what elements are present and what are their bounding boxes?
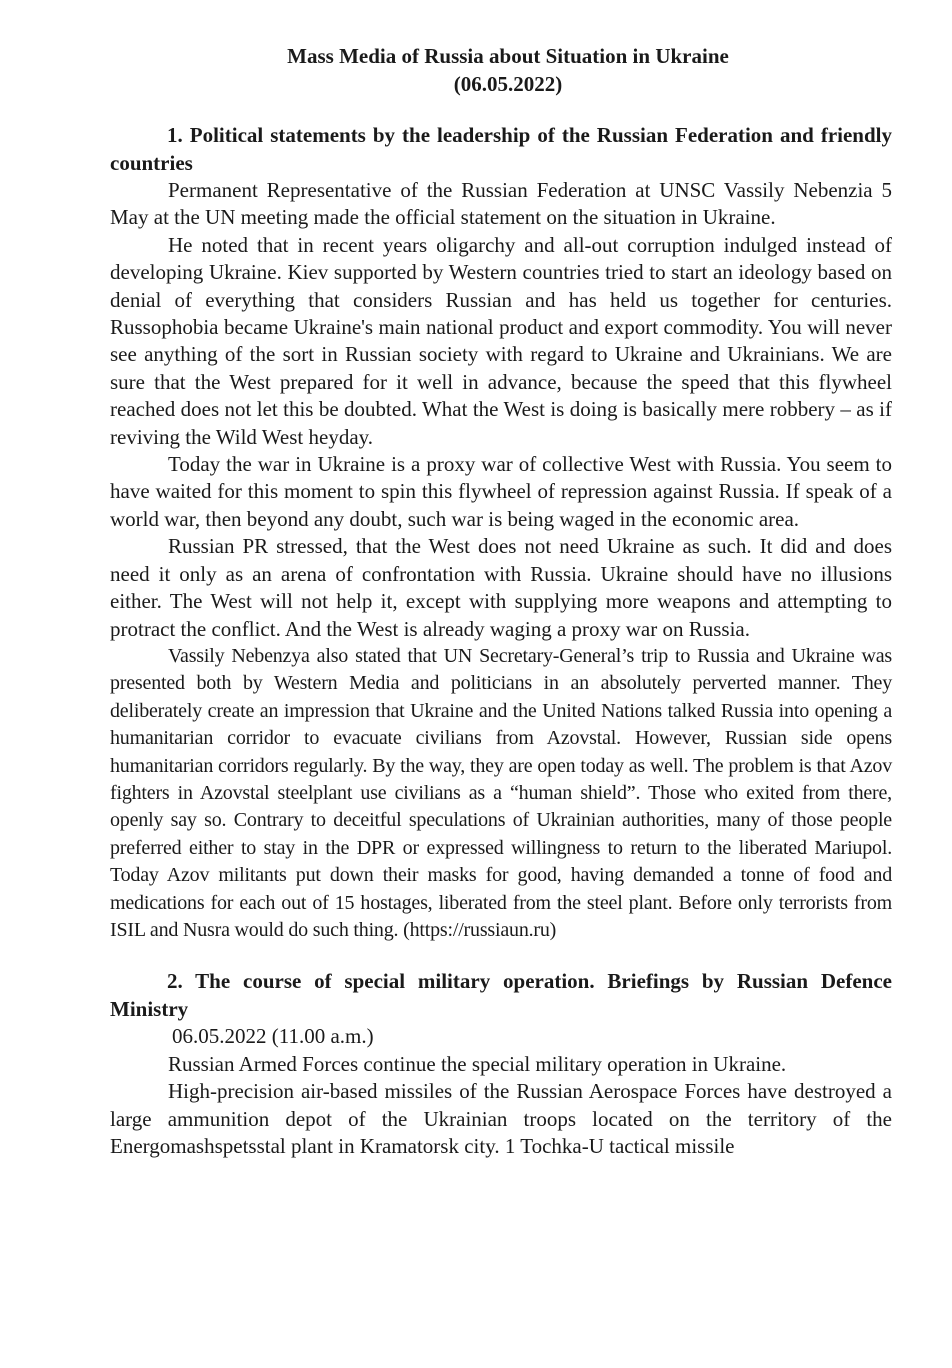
- section-1-paragraph-1: Permanent Representative of the Russian Federation at UNSC Vassily Nebenzia 5 May at the UN meeting made the official statement on the situation in Ukraine.: [110, 178, 892, 230]
- section-1-paragraph-4: Russian PR stressed, that the West does not need Ukraine as such. It did and does need it only as an arena of confrontation with Russia. Ukraine should have no illusions either. The West will not help it, except with supplying more weapons and attempting to protract the conflict. And the West is already waging a proxy war on Russia.: [110, 534, 892, 641]
- briefing-time: 06.05.2022 (11.00 a.m.): [172, 1024, 374, 1049]
- section-1-paragraph-5: Vassily Nebenzya also stated that UN Secretary-General’s trip to Russia and Ukraine was presented both by Western Media and politicians in an absolutely perverted manner. They deliberately create an impression that Ukraine and the United Nations talked Russia into opening a humanitarian corridor to evacuate civilians from Azovstal. However, Russian side opens humanitarian corridors regularly. By the way, they are open today as well. The problem is that Azov fighters in Azovstal steelplant use civilians as a “human shield”. Those who exited from there, openly say so. Contrary to deceitful speculations of Ukrainian authorities, many of those people preferred either to stay in the DPR or expressed willingness to return to the liberated Mariupol. Today Azov militants put down their masks for good, having demanded a tonne of food and medications for each out of 15 hostages, liberated from the steel plant. Before only terrorists from ISIL and Nusra would do such thing. (https://russiaun.ru): [110, 644, 892, 941]
- title-text: Mass Media of Russia about Situation in Ukraine: [287, 44, 729, 68]
- document-title: [110, 42, 892, 98]
- section-2-paragraph-1: Russian Armed Forces continue the special military operation in Ukraine.: [168, 1051, 787, 1076]
- section-1-paragraph-3: Today the war in Ukraine is a proxy war of collective West with Russia. You seem to have waited for this moment to spin this flywheel of repression against Russia. If speak of a world war, then beyond any doubt, such war is being waged in the economic area.: [110, 452, 892, 531]
- title-date: (06.05.2022): [453, 72, 563, 96]
- section-2-paragraph-2: High-precision air-based missiles of the Russian Aerospace Forces have destroyed a large ammunition depot of the Ukrainian troops located on the territory of the Energomashspetsstal plant in Kramatorsk city. 1 Tochka-U tactical missile: [110, 1079, 892, 1158]
- section-2-heading: 2. The course of special military operation. Briefings by Russian Defence Ministry: [110, 969, 892, 1021]
- section-1-paragraph-2: He noted that in recent years oligarchy and all-out corruption indulged instead of developing Ukraine. Kiev supported by Western countries tried to start an ideology based on denial of everything that considers Russian and has held us together for centuries. Russophobia became Ukraine's main national product and export commodity. You will never see anything of the sort in Russian society with regard to Ukraine and Ukrainians. We are sure that the West prepared for it well in advance, because the speed that this flywheel reached does not let this be doubted. What the West is doing is basically mere robbery – as if reviving the Wild West heyday.: [110, 232, 892, 449]
- section-1-heading: 1. Political statements by the leadership of the Russian Federation and friendly countries: [110, 123, 892, 175]
